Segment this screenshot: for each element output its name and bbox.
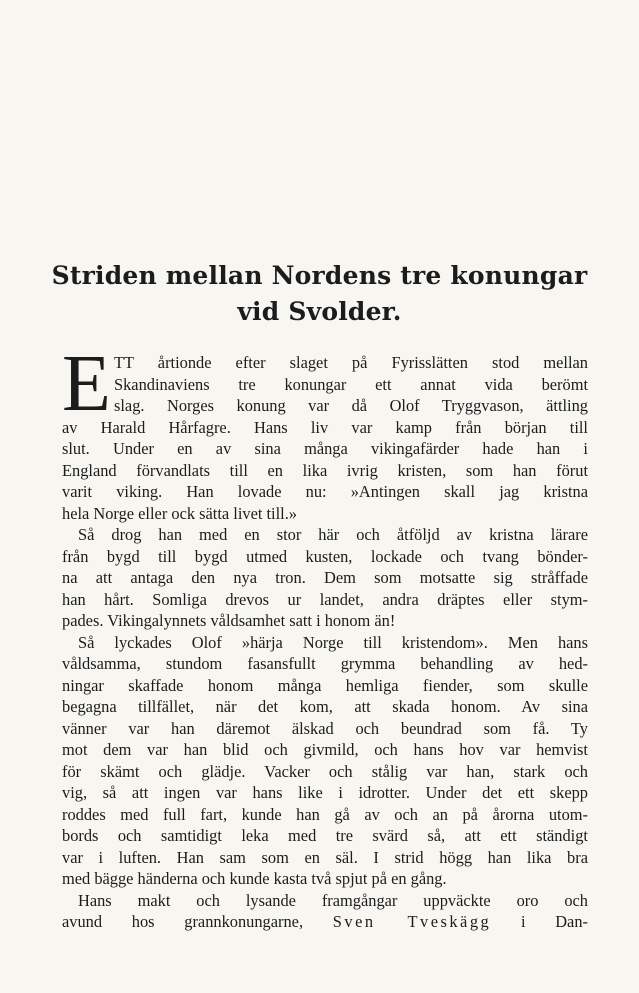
text-line: pades. Vikingalynnets våldsamhet satt i honom än! [62,611,396,630]
text-line: TT årtionde efter slaget på Fyrisslätten stod mellan [114,353,588,372]
text-line: slut. Under en av sina många vikingafärder hade han i [62,439,588,458]
text-line: han hårt. Somliga drevos ur landet, andra dräptes eller stym- [62,589,588,609]
text-line: mot dem var han blid och givmild, och hans hov var hemvist [62,740,588,759]
text-line: slag. Norges konung var då Olof Tryggvason, ättling [114,396,588,415]
text-line: från bygd till bygd utmed kusten, lockade och tvang bönder- [62,546,588,566]
text-line: var i luften. Han sam som en säl. I strid högg han lika bra [62,847,588,867]
text-line: England förvandlats till en lika ivrig kristen, som han förut [62,460,588,480]
text-line: av Harald Hårfagre. Hans liv var kamp från början till [62,417,588,437]
text-line-final [62,911,588,933]
text-line: Skandinaviens tre konungar ett annat vida berömt [114,374,588,394]
text-line: begagna tillfället, när det kom, att skada honom. Av sina [62,697,588,716]
text-line: vänner var han däremot älskad och beundrad som få. Ty [62,718,588,738]
body-text [62,340,588,933]
chapter-title-line-1: Striden mellan Nordens tre konungar [51,261,588,290]
text-line: roddes med full fart, kunde han gå av och an på årorna utom- [62,804,588,824]
text-line: Så lyckades Olof »härja Norge till kristendom». Men hans [78,632,588,652]
text-fragment: avund hos grannkonungarne, [62,912,304,931]
text-line: för skämt och glädje. Vacker och stålig var han, stark och [62,761,588,781]
text-line: na att antaga den nya tron. Dem som motsatte sig stråffade [62,568,588,587]
drop-cap: E [62,340,111,428]
chapter-title-line-2: vid Svolder. [237,297,402,326]
text-line: ningar skaffade honom många hemliga fiender, som skulle [62,675,588,695]
name-spaced: Sven Tveskägg [332,912,492,931]
text-line: Hans makt och lysande framgångar uppväckte oro och [78,890,588,910]
text-line: Så drog han med en stor här och åtföljd av kristna lärare [78,525,588,544]
text-line: varit viking. Han lovade nu: »Antingen skall jag kristna [62,482,588,501]
text-line: vig, så att ingen var hans like i idrotter. Under det ett skepp [62,783,588,802]
text-line: våldsamma, stundom fasansfullt grymma behandling av hed- [62,654,588,673]
text-line: hela Norge eller ock sätta livet till.» [62,503,298,523]
text-fragment: i Dan- [520,912,588,931]
text-line: med bägge händerna och kunde kasta två spjut på en gång. [62,869,447,888]
text-line: bords och samtidigt leka med tre svärd så, att ett ständigt [62,826,588,845]
chapter-title [40,258,599,330]
